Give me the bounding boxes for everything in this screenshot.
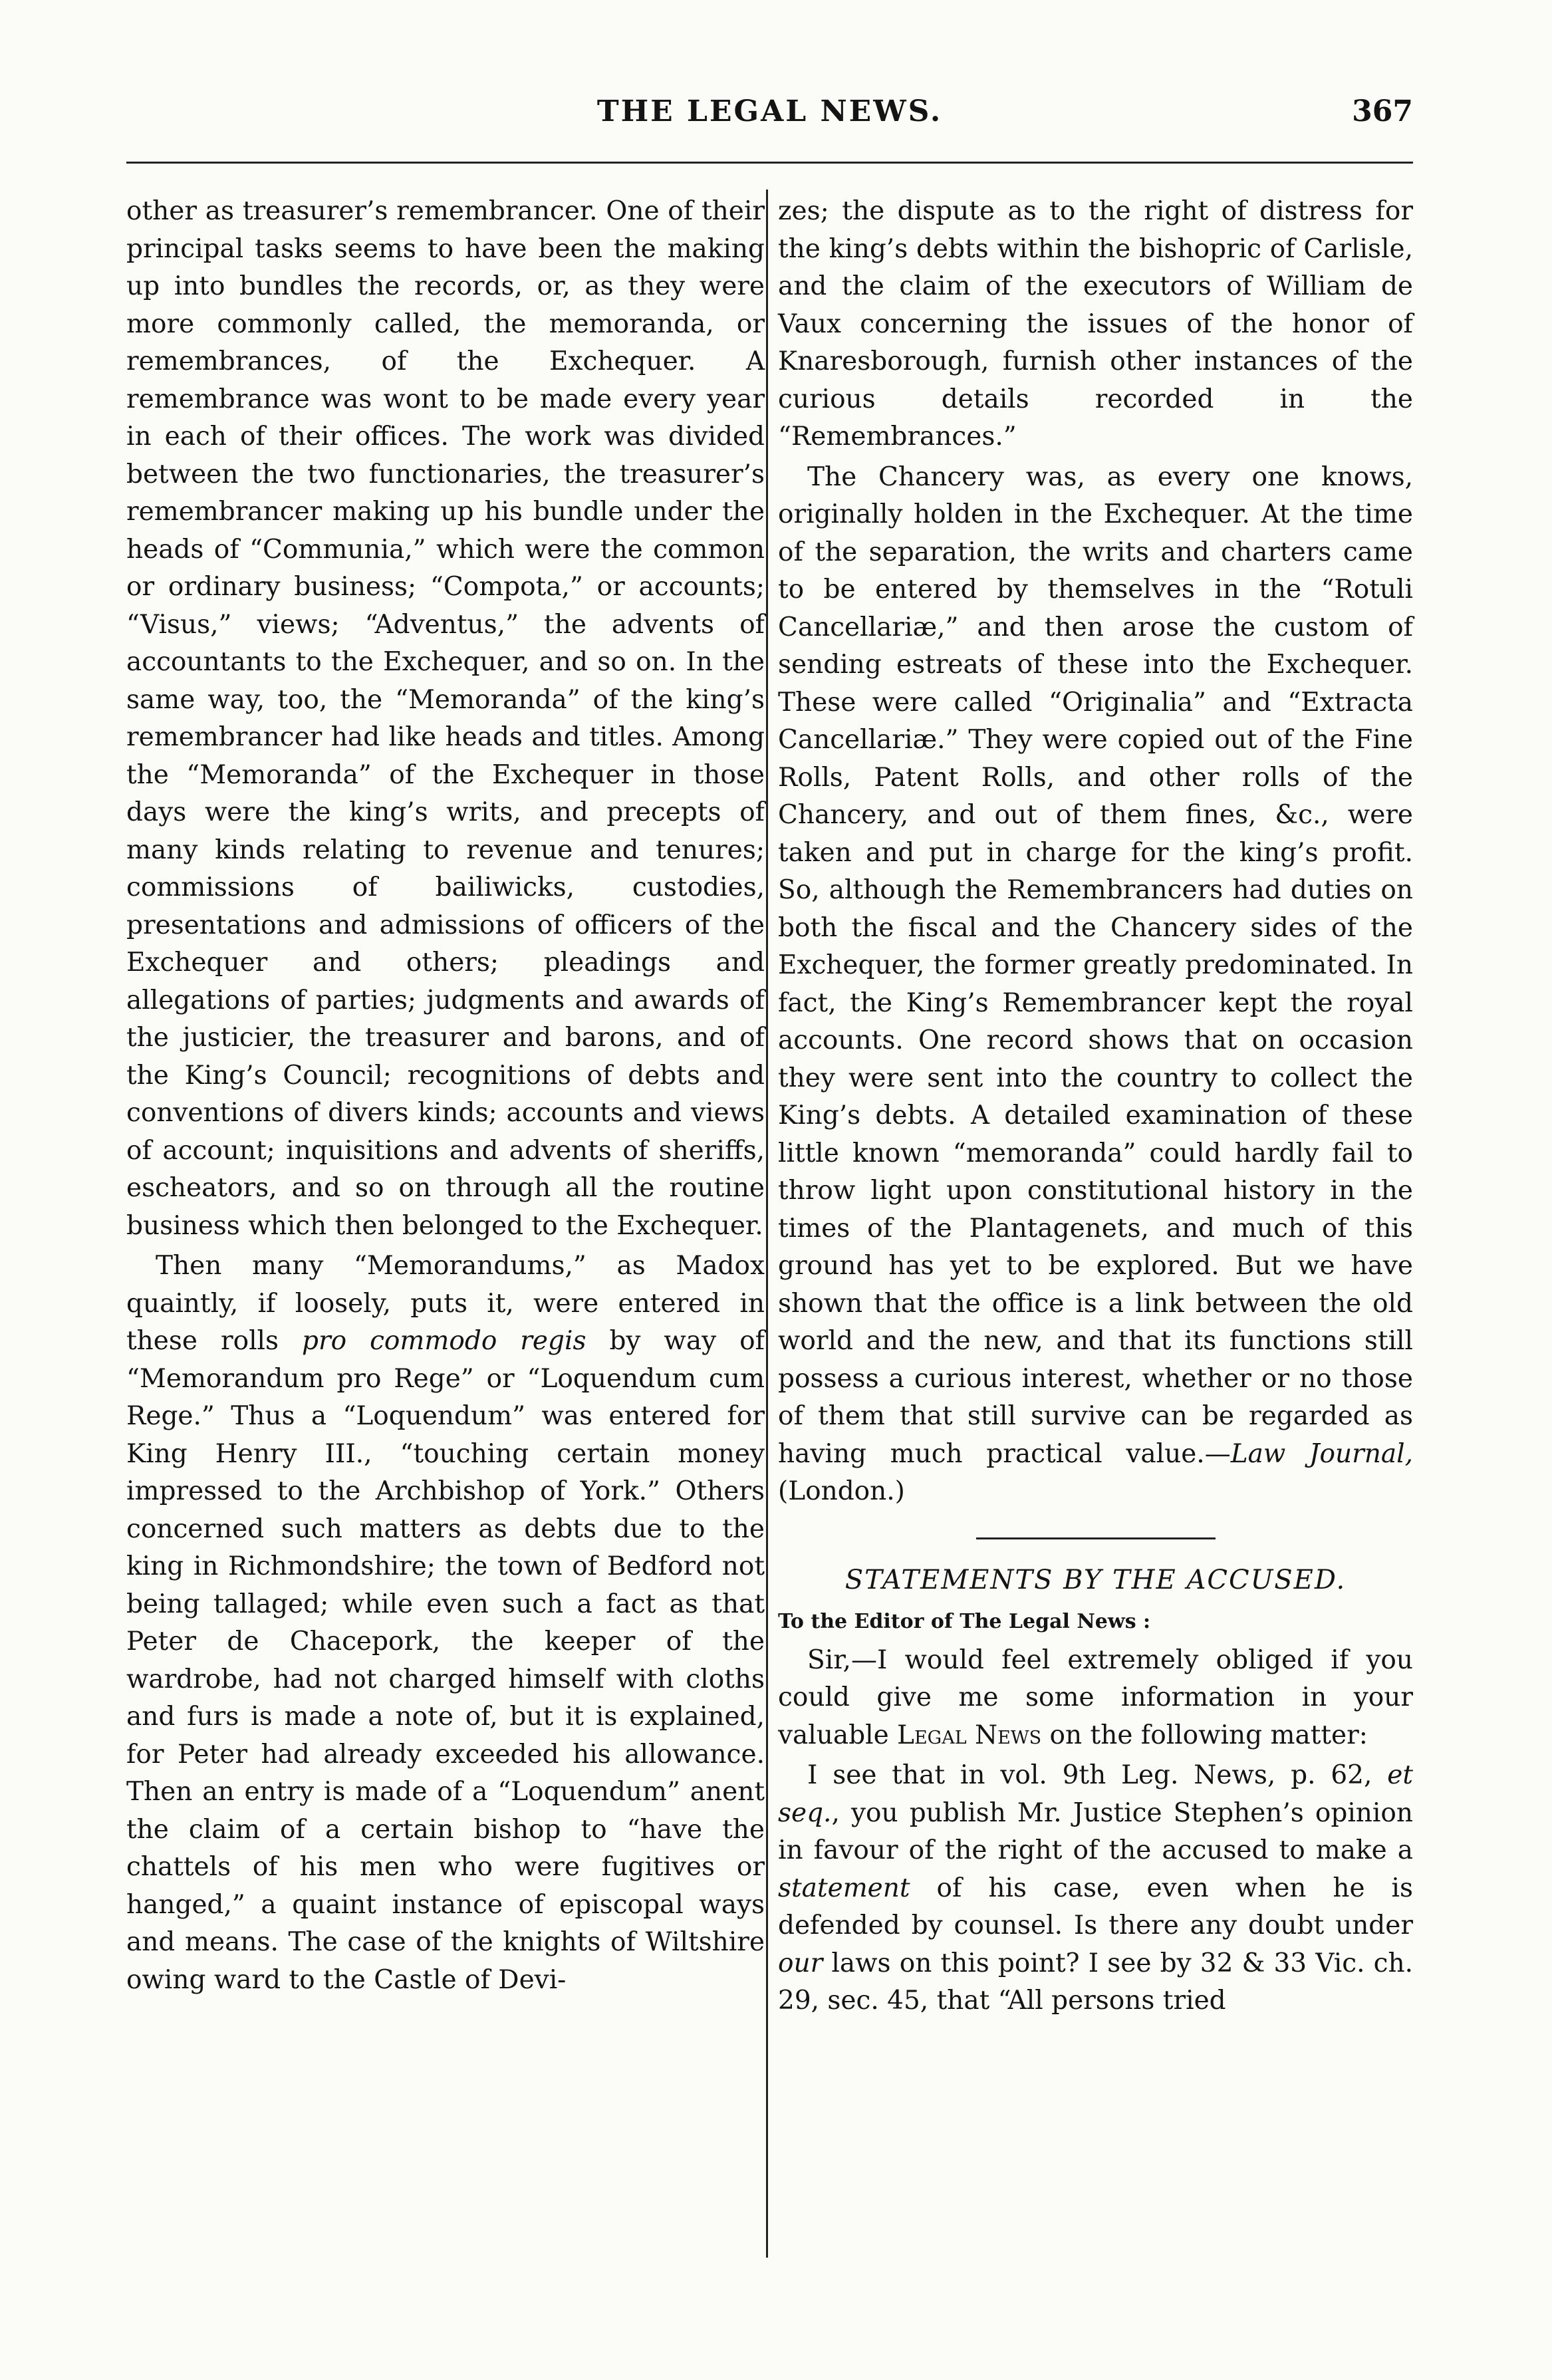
text-run: The Chancery was, as every one knows, originally holden in the Exchequer. At the time of the separation, the writs and charters came to be entered by themselves in the “Rotuli Cancellariæ,” and then arose the custom of sending estreats of these into the Exchequer. These were called “Originalia” and “Extracta Cancellariæ.” They were copied out of the Fine Rolls, Patent Rolls, and other rolls of the Chancery, and out of them fines, &c., were taken and put in charge for the king’s profit. So, although the Remembrancers had duties on both the fiscal and the Chancery sides of the Exchequer, the former greatly predominated. In fact, the King’s Remembrancer kept the royal accounts. One record shows that on occasion they were sent into the country to collect the King’s debts. A detailed examination of these little known “memoranda” could hardly fail to throw light upon constitutional history in the times of the Plantagenets, and much of this ground has yet to be explored. But we have shown that the office is a link between the old world and the new, and that its functions still possess a curious interest, whether or no those of them that still survive can be regarded as having much practical value.— bbox=[778, 462, 1413, 1469]
page-header bbox=[126, 93, 1413, 140]
latin-phrase: pro commodo regis bbox=[302, 1326, 586, 1356]
text-run: I see that in vol. 9th Leg. News, p. 62, bbox=[807, 1760, 1388, 1790]
text-run: Then many “Memorandums,” as Madox quaintly, if loosely, puts it, were entered in these rolls bbox=[126, 1251, 765, 1356]
text-run: on the following matter: bbox=[1041, 1720, 1368, 1750]
letter-addressee: To the Editor of The Legal News : bbox=[778, 1609, 1151, 1633]
article-paragraph bbox=[126, 1248, 765, 1999]
text-run: by way of “Memorandum pro Rege” or “Loquendum cum Rege.” Thus a “Loquendum” was entered for King Henry III., “touching certain money impressed to the Archbishop of York.” Others concerned such matters as debts due to the king in Richmondshire; the town of Bedford not being tallaged; while even such a fact as that Peter de Chacepork, the keeper of the wardrobe, had not charged himself with cloths and furs is made a note of, but it is explained, for Peter had already exceeded his allowance. Then an entry is made of a “Loquendum” anent the claim of a certain bishop to “have the chattels of his men who were fugitives or hanged,” a quaint instance of episcopal ways and means. The case of the knights of Wiltshire owing ward to the Castle of Devi- bbox=[126, 1326, 765, 1995]
source-citation: Law Journal, bbox=[1230, 1438, 1413, 1469]
left-column bbox=[126, 193, 765, 1999]
section-title: STATEMENTS BY THE ACCUSED. bbox=[844, 1564, 1347, 1595]
section-rule bbox=[976, 1537, 1216, 1539]
letter-paragraph bbox=[778, 1757, 1413, 2020]
italic-term: our bbox=[778, 1948, 823, 1978]
publication-name: Legal News bbox=[897, 1720, 1042, 1750]
text-run: Sir,—I would feel extremely obliged if you could give me some information in your valuable bbox=[778, 1645, 1413, 1750]
running-head: THE LEGAL NEWS. bbox=[596, 94, 943, 128]
italic-term: statement bbox=[778, 1873, 910, 1903]
page-number: 367 bbox=[1352, 94, 1413, 128]
text-run: (London.) bbox=[778, 1476, 905, 1506]
article-paragraph: other as treasurer’s remembrancer. One of their principal tasks seems to have been the making up into bundles the records, or, as they were more commonly called, the memoranda, or remembrances, of the Exchequer. A remembrance was wont to be made every year in each of their offices. The work was divided between the two functionaries, the treasurer’s remembrancer making up his bundle under the heads of “Communia,” which were the common or ordinary business; “Compota,” or accounts; “Visus,” views; “Adventus,” the advents of accountants to the Exchequer, and so on. In the same way, too, the “Memoranda” of the king’s remembrancer had like heads and titles. Among the “Memoranda” of the Exchequer in those days were the king’s writs, and precepts of many kinds relating to revenue and tenures; commissions of bailiwicks, custodies, presentations and admissions of officers of the Exchequer and others; pleadings and allegations of parties; judgments and awards of the justicier, the treasurer and barons, and of the King’s Council; recognitions of debts and conventions of divers kinds; accounts and views of account; inquisitions and advents of sheriffs, escheators, and so on through all the routine business which then belonged to the Exchequer. bbox=[126, 196, 765, 1241]
italic-term: et seq. bbox=[778, 1760, 1413, 1828]
text-run: laws on this point? I see by 32 & 33 Vic. ch. 29, sec. 45, that “All persons tried bbox=[778, 1948, 1413, 2016]
column-divider bbox=[766, 190, 768, 2258]
right-column bbox=[778, 193, 1413, 2020]
letter-paragraph bbox=[778, 1642, 1413, 1755]
article-paragraph bbox=[778, 459, 1413, 1511]
article-paragraph: zes; the dispute as to the right of distress for the king’s debts within the bishopric of Carlisle, and the claim of the executors of William de Vaux concerning the issues of the honor of Knaresborough, furnish other instances of the curious details recorded in the “Remembrances.” bbox=[778, 196, 1413, 452]
text-run: , you publish Mr. Justice Stephen’s opinion in favour of the right of the accused to make a bbox=[778, 1797, 1413, 1865]
header-rule bbox=[126, 162, 1413, 164]
text-run: of his case, even when he is defended by counsel. Is there any doubt under bbox=[778, 1873, 1413, 1940]
